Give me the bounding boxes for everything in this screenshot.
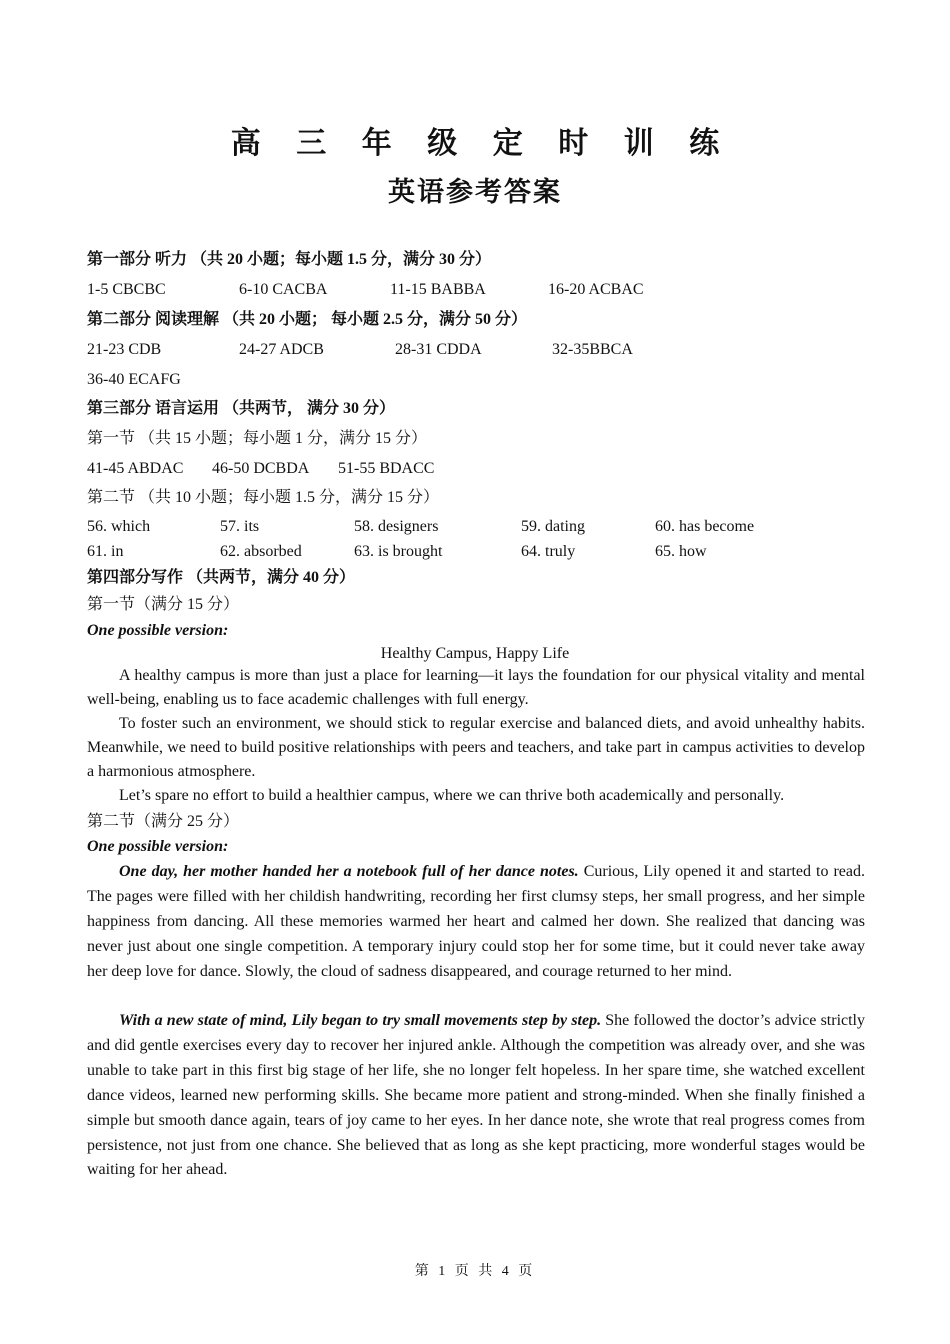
answer-group: 16-20 ACBAC [548, 281, 644, 298]
sample-label: One possible version: [87, 838, 229, 855]
part4-heading: 第四部分写作 （共两节，满分 40 分） [87, 569, 356, 586]
answer-item: 64. truly [521, 543, 576, 560]
page-number: 第 1 页 共 4 页 [414, 1264, 536, 1279]
part3-section2-heading: 第二节 （共 10 小题；每小题 1.5 分，满分 15 分） [87, 489, 440, 506]
sample-label: One possible version: [87, 622, 229, 639]
essay-paragraph: A healthy campus is more than just a place for learning—it lays the foundation for our physical vitality and mental well-being, enabling us to face academic challenges with full energy. [87, 667, 865, 709]
answer-item: 56. which [87, 518, 151, 535]
answer-group: 6-10 CACBA [239, 281, 328, 298]
essay-title: Healthy Campus, Happy Life [380, 645, 570, 662]
part3-section2-row1 [87, 517, 887, 537]
part3-section1-answers [87, 459, 887, 479]
story-body: Curious, Lily opened it and started to read. The pages were filled with her childish handwriting, recording her first clumsy steps, her small progress, and her simple happiness from dancing. All these memories warmed her heart and calmed her down. She realized that dancing was never just about one single competition. A temporary injury could stop her for some time, but it could never take away her deep love for dance. Slowly, the cloud of sadness disappeared, and courage returned to her mind. [87, 863, 866, 980]
answer-item: 62. absorbed [220, 543, 302, 560]
story-paragraph [87, 1009, 865, 1183]
answer-group: 28-31 CDDA [395, 341, 482, 358]
part1-answers [87, 280, 887, 300]
answer-item: 65. how [655, 543, 707, 560]
answer-item: 59. dating [521, 518, 585, 535]
part3-section1-heading: 第一节 （共 15 小题；每小题 1 分，满分 15 分） [87, 430, 428, 447]
answer-item: 57. its [220, 518, 260, 535]
answer-item: 58. designers [354, 518, 439, 535]
story-paragraph [87, 860, 865, 985]
part2-answers [87, 340, 887, 360]
page-title: 高 三 年 级 定 时 训 练 [230, 127, 734, 160]
story-body: She followed the doctor’s advice strictly and did gentle exercises every day to recover her injured ankle. Although the competition was already over, and she was unable to take part in this first big stage of her life, she no longer felt hopeless. In her spare time, she watched excellent dance videos, learned new performing skills. She became more patient and strong-minded. When she finally finished a simple but smooth dance again, tears of joy came to her eyes. In her dance note, she wrote that real progress comes from persistence, not just from one chance. She believed that as long as she kept practicing, more wonderful stages would be waiting for her ahead. [87, 1012, 866, 1179]
part2-heading: 第二部分 阅读理解 （共 20 小题； 每小题 2.5 分，满分 50 分） [87, 311, 528, 328]
part1-heading: 第一部分 听力 （共 20 小题；每小题 1.5 分，满分 30 分） [87, 251, 492, 268]
part3-section2-row2 [87, 542, 887, 562]
part4-section1-heading: 第一节（满分 15 分） [87, 596, 240, 613]
answer-item: 60. has become [655, 518, 755, 535]
story-lead-sentence: With a new state of mind, Lily began to try small movements step by step. [119, 1012, 602, 1029]
part4-section2-heading: 第二节（满分 25 分） [87, 813, 240, 830]
answer-item: 63. is brought [354, 543, 443, 560]
answer-item: 61. in [87, 543, 124, 560]
answer-group: 46-50 DCBDA [212, 460, 310, 477]
story-lead-sentence: One day, her mother handed her a notebook full of her dance notes. [119, 863, 579, 880]
answer-group: 36-40 ECAFG [87, 371, 181, 388]
answer-group: 21-23 CDB [87, 341, 162, 358]
page-subtitle: 英语参考答案 [388, 177, 562, 207]
answer-group: 41-45 ABDAC [87, 460, 184, 477]
answer-group: 11-15 BABBA [390, 281, 486, 298]
essay-paragraph: Let’s spare no effort to build a healthier campus, where we can thrive both academically and personally. [119, 787, 785, 804]
answer-group: 24-27 ADCB [239, 341, 324, 358]
answer-group: 51-55 BDACC [338, 460, 435, 477]
essay-paragraph: To foster such an environment, we should stick to regular exercise and balanced diets, and avoid unhealthy habits. Meanwhile, we need to build positive relationships with peers and teachers, and take part in campus activities to develop a harmonious atmosphere. [87, 715, 865, 781]
part3-heading: 第三部分 语言运用 （共两节， 满分 30 分） [87, 400, 396, 417]
answer-group: 32-35BBCA [552, 341, 633, 358]
answer-group: 1-5 CBCBC [87, 281, 166, 298]
